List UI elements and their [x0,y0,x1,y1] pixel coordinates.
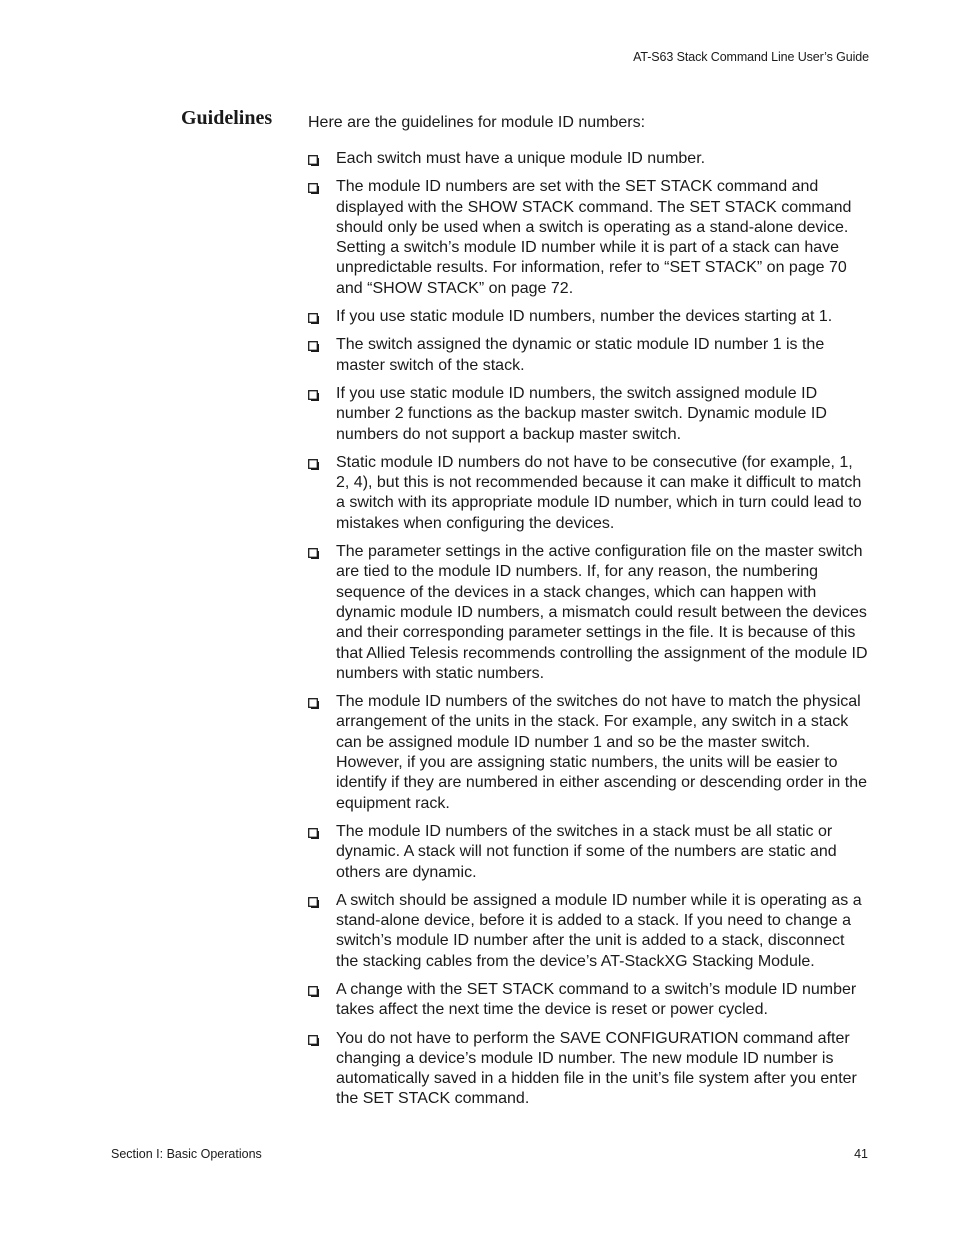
checkbox-bullet-icon [308,183,320,194]
guideline-item [308,980,870,1021]
checkbox-bullet-icon [308,155,320,166]
checkbox-bullet-icon [308,341,320,352]
running-header: AT-S63 Stack Command Line User’s Guide [633,50,869,64]
guideline-text: Static module ID numbers do not have to be consecutive (for example, 1, 2, 4), but this is not recommended because it can make it difficult to match a switch with its appropriate module ID number, which in turn could lead to mistakes when configuring the devices. [336,453,862,532]
guideline-text: A change with the SET STACK command to a switch’s module ID number takes affect the next time the device is reset or power cycled. [336,980,857,1019]
checkbox-bullet-icon [308,390,320,401]
guideline-text: The switch assigned the dynamic or static module ID number 1 is the master switch of the stack. [336,336,825,374]
checkbox-bullet-icon [308,313,320,324]
checkbox-bullet-icon [308,459,320,470]
checkbox-bullet-icon [308,897,320,908]
intro-text: Here are the guidelines for module ID numbers: [308,114,646,131]
guideline-text: The parameter settings in the active configuration file on the master switch are tied to the module ID numbers. If, for any reason, the numbering sequence of the devices in a stack changes, which can happen with dynamic module ID numbers, a mismatch could result between the devices and their corresponding parameter settings in the file. It is because of this that Allied Telesis recommends controlling the assignment of the module ID numbers with static numbers. [336,543,868,682]
guideline-text: The module ID numbers of the switches do not have to match the physical arrangement of the units in the stack. For example, any switch in a stack can be assigned module ID number 1 and so be the master switch. However, if you are assigning static numbers, the units will be easier to identify if they are numbered in either ascending or descending order in the equipment rack. [336,693,867,812]
guideline-text: Each switch must have a unique module ID number. [336,150,706,167]
guideline-text: The module ID numbers are set with the SET STACK command and displayed with the SHOW STACK command. The SET STACK command should only be used when a switch is operating as a stand-alone device. Setting a switch’s module ID number while it is part of a stack can have unpredictable results. For information, refer to “SET STACK” on page 70 and “SHOW STACK” on page 72. [336,178,852,297]
section-heading: Guidelines [181,107,273,129]
guideline-item [308,149,870,169]
guideline-text: If you use static module ID numbers, the switch assigned module ID number 2 functions as the backup master switch. Dynamic module ID numbers do not support a backup master switch. [336,384,827,443]
guideline-item [308,453,870,534]
guideline-text: A switch should be assigned a module ID number while it is operating as a stand-alone device, before it is added to a stack. If you need to change a switch’s module ID number after the unit is added to a stack, disconnect the stacking cables from the device’s AT-StackXG Stacking Module. [336,891,862,970]
guideline-item [308,822,870,883]
guideline-item [308,542,870,684]
page-number: 41 [854,1147,868,1161]
checkbox-bullet-icon [308,986,320,997]
guideline-item [308,384,870,445]
checkbox-bullet-icon [308,698,320,709]
footer-section: Section I: Basic Operations [111,1147,262,1161]
guideline-text: The module ID numbers of the switches in a stack must be all static or dynamic. A stack will not function if some of the numbers are static and others are dynamic. [336,822,837,881]
checkbox-bullet-icon [308,1035,320,1046]
guideline-text: You do not have to perform the SAVE CONFIGURATION command after changing a device’s module ID number. The new module ID number is automatically saved in a hidden file in the unit’s file system after you enter the SET STACK command. [336,1029,857,1108]
guideline-item [308,1029,870,1110]
guideline-item [308,335,870,376]
guideline-list [308,149,870,1118]
guideline-text: If you use static module ID numbers, number the devices starting at 1. [336,308,833,326]
guideline-item [308,307,870,327]
checkbox-bullet-icon [308,828,320,839]
guideline-item [308,177,870,299]
guideline-item [308,891,870,972]
checkbox-bullet-icon [308,548,320,559]
guideline-item [308,692,870,814]
